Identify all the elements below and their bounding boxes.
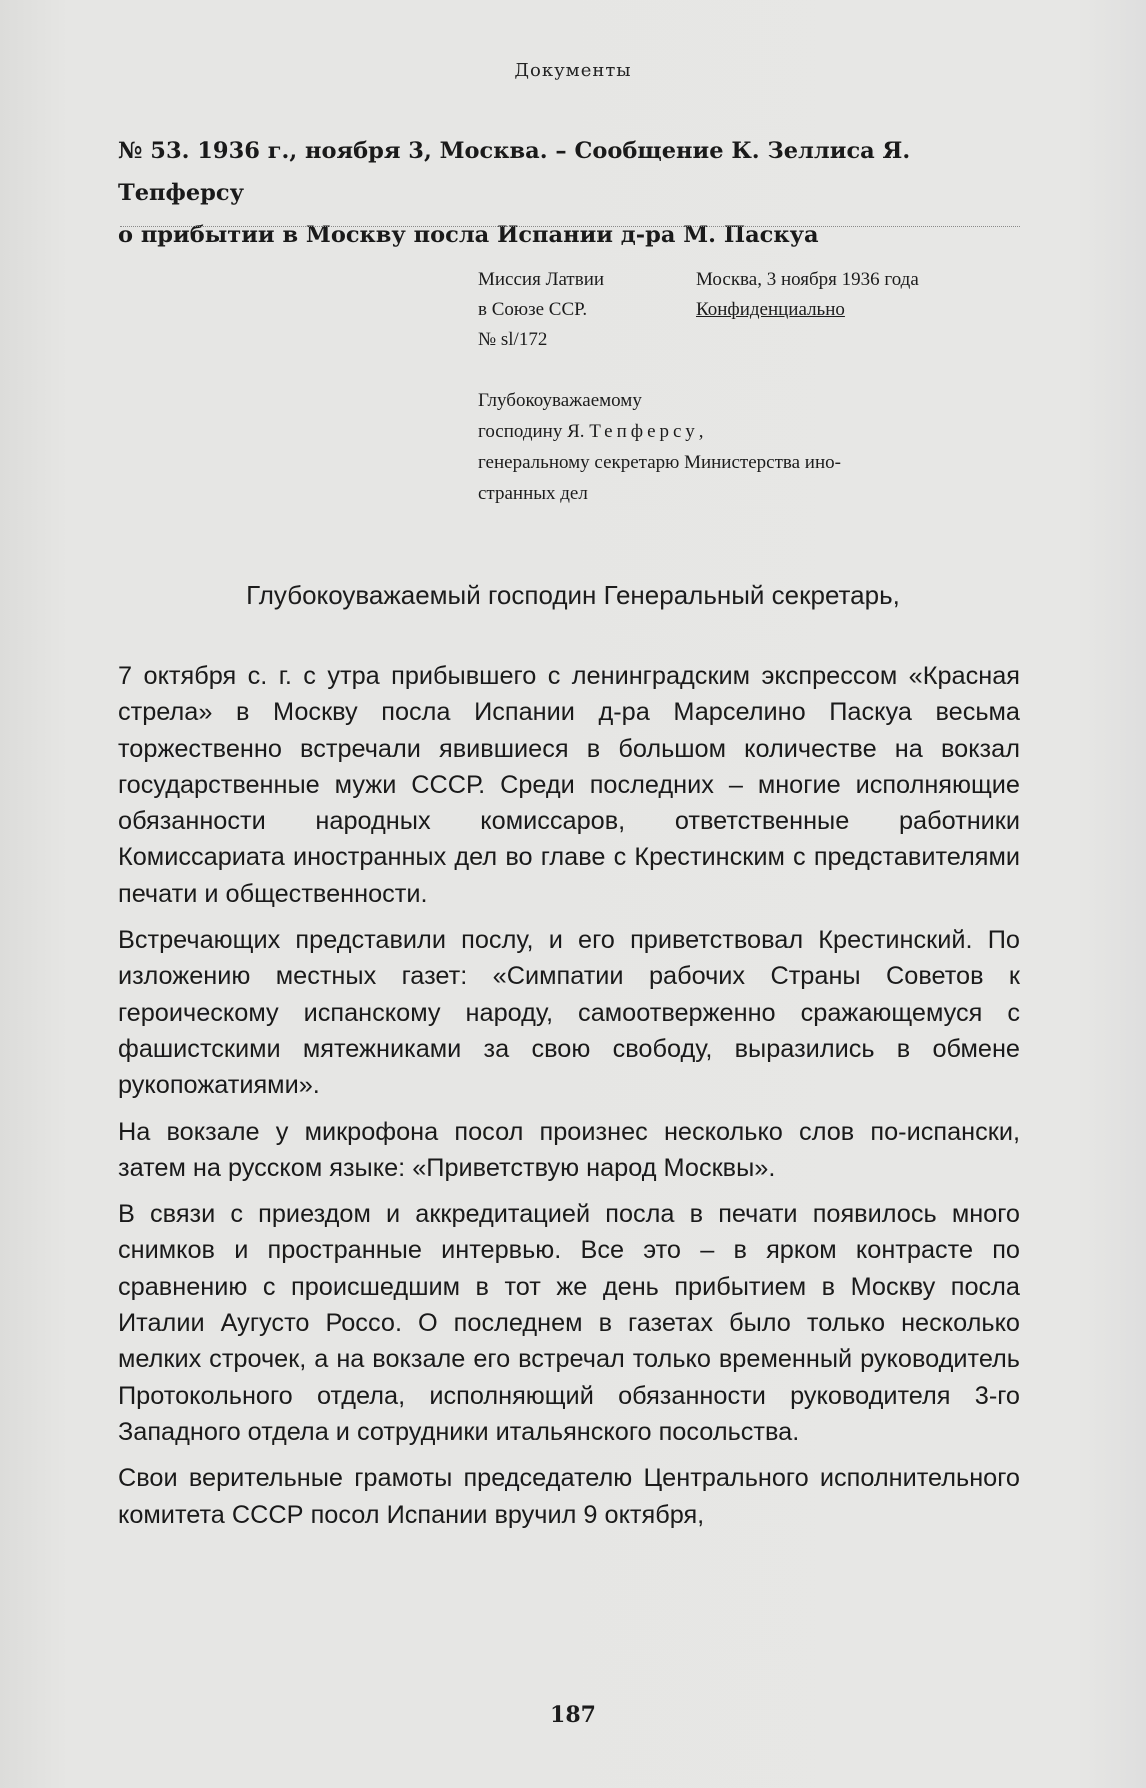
address-line-1: Глубокоуважаемому xyxy=(478,390,642,411)
addressee-block xyxy=(478,385,1038,509)
paragraph: В связи с приездом и аккредитацией посла в печати появилось много снимков и пространные интервью. Все это – в ярком контрасте по сравнению с происшедшим в тот же день прибытием в Москву посла Италии Аугусто Россо. О последнем в газетах было только несколько мелких строчек, а на вокзале его встречал только временный руководитель Протокольного отдела, исполняющий обязанности руководителя 3-го Западного отдела и сотрудники итальянского посольства. xyxy=(118,1200,1020,1446)
address-line-4: странных дел xyxy=(478,483,588,504)
dotted-divider xyxy=(120,226,1020,227)
paragraph: Свои верительные грамоты председателю Центрального исполнительного комитета СССР посол Испании вручил 9 октября, xyxy=(118,1464,1020,1529)
page-number: 187 xyxy=(550,1702,596,1728)
address-line-2 xyxy=(478,416,1038,447)
paragraph: 7 октября с. г. с утра прибывшего с ленинградским экспрессом «Красная стрела» в Москву посла Испании д-ра Марселино Паскуа весьма торжественно встречали явившиеся в большом количестве на вокзал государственные мужи СССР. Среди последних – многие исполняющие обязанности народных комиссаров, ответственные работники Комиссариата иностранных дел во главе с Крестинским с представителями печати и общественности. xyxy=(118,662,1020,908)
address-prefix: господину Я. xyxy=(478,421,590,442)
date-block xyxy=(696,265,1036,325)
address-comma: , xyxy=(698,421,704,442)
paragraph: Встречающих представили послу, и его приветствовал Крестинский. По изложению местных газет: «Симпатии рабочих Страны Советов к героическому испанскому народу, самоотверженно сражающемуся с фашистскими мятежниками за свою свободу, выразились в обмене рукопожатиями». xyxy=(118,926,1020,1100)
mission-number: № sl/172 xyxy=(478,329,548,350)
address-line-3: генеральному секретарю Министерства ино- xyxy=(478,452,841,473)
letter-body xyxy=(118,658,1020,1543)
classification-mark: Конфиденциально xyxy=(696,299,845,320)
sender-block xyxy=(478,265,688,355)
document-title-line-1: № 53. 1936 г., ноября 3, Москва. – Сообщение К. Зеллиса Я. Тепферсу xyxy=(118,138,911,206)
place-date: Москва, 3 ноября 1936 года xyxy=(696,269,919,290)
running-head: Документы xyxy=(514,60,632,81)
mission-line-1: Миссия Латвии xyxy=(478,269,605,290)
mission-line-2: в Союзе ССР. xyxy=(478,299,588,320)
addressee-name: Тепферсу xyxy=(589,421,699,442)
document-title xyxy=(118,130,1018,256)
salutation: Глубокоуважаемый господин Генеральный секретарь, xyxy=(246,580,900,610)
document-title-line-2: о прибытии в Москву посла Испании д-ра М. Паскуа xyxy=(118,222,819,248)
paragraph: На вокзале у микрофона посол произнес несколько слов по-испански, затем на русском языке: «Приветствую народ Москвы». xyxy=(118,1117,1020,1182)
